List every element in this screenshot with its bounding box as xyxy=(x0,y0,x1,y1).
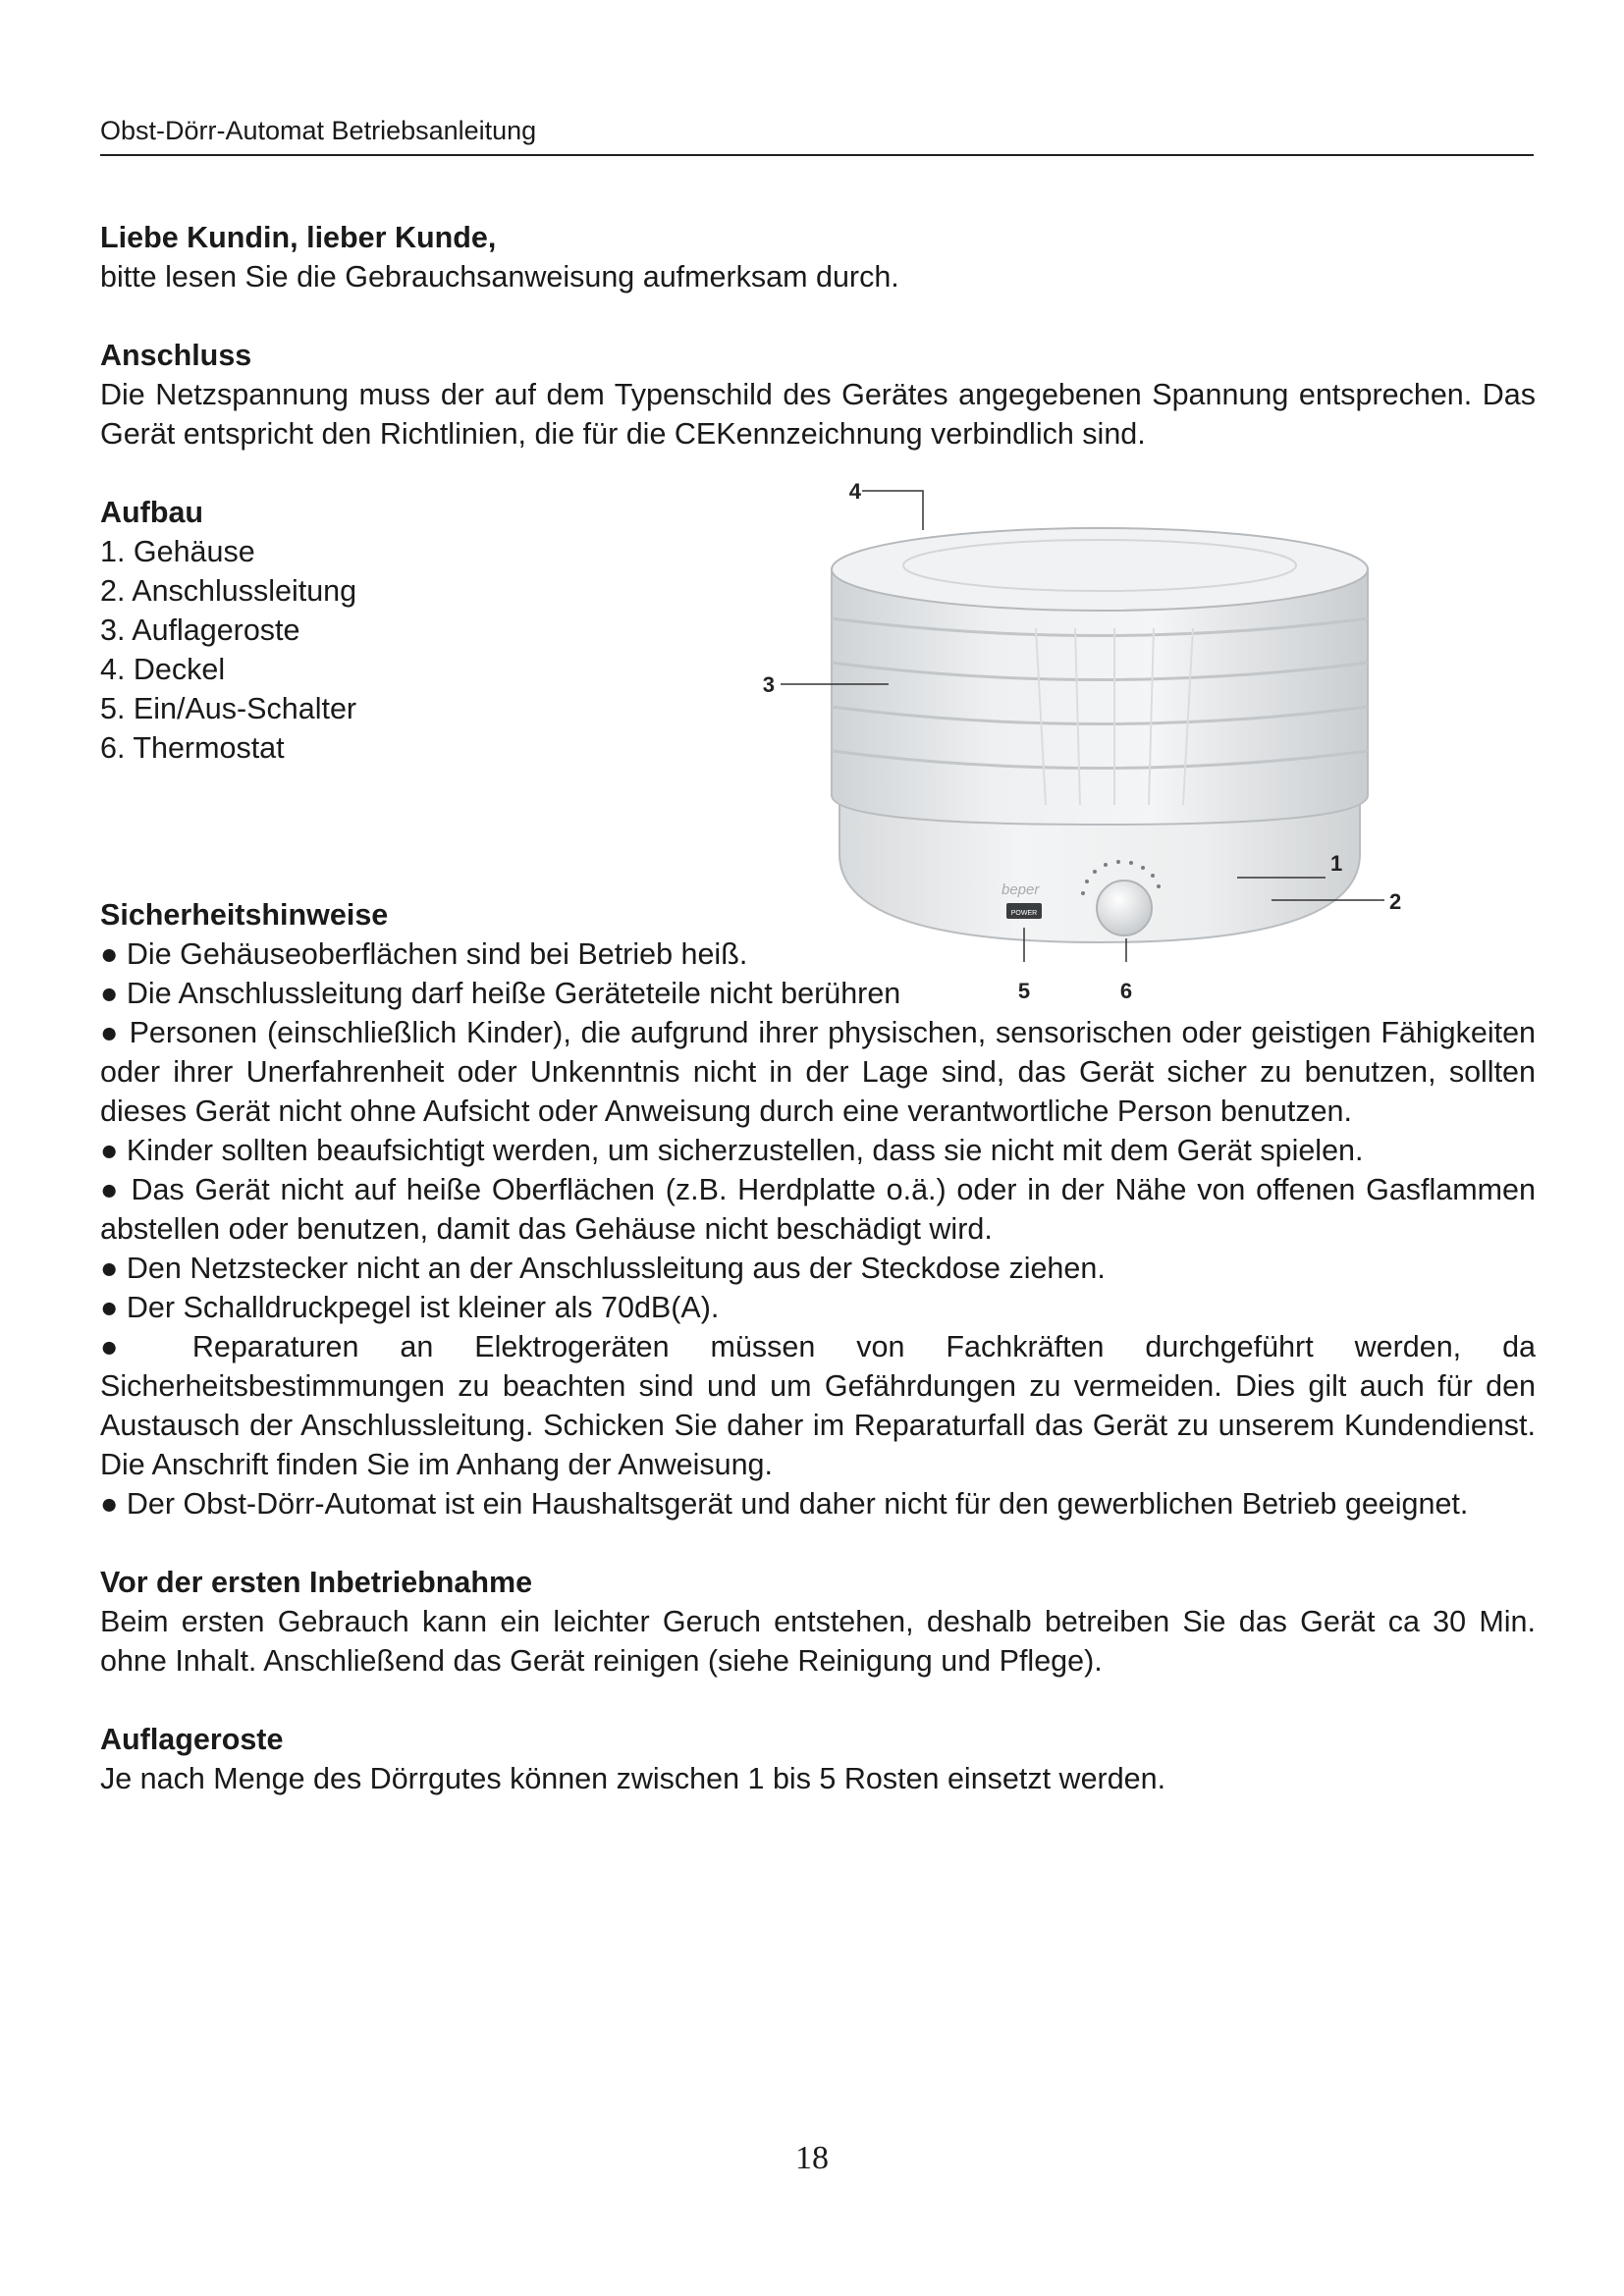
safety-item: ● Die Gehäuseoberflächen sind bei Betrieb heiß. xyxy=(100,937,748,971)
callout-6: 6 xyxy=(1119,979,1133,1003)
aufbau-item: 1. Gehäuse xyxy=(100,535,255,568)
callout-5: 5 xyxy=(1017,979,1031,1003)
inbetriebnahme-heading: Vor der ersten Inbetriebnahme xyxy=(100,1566,533,1599)
callout-1: 1 xyxy=(1330,851,1343,876)
aufbau-heading: Aufbau xyxy=(100,496,204,529)
anschluss-text: Die Netzspannung muss der auf dem Typenschild des Gerätes angegebenen Spannung entsprechen. Das Gerät entspricht den Richtlinien, die für die CEKennzeichnung verbindlich sind. xyxy=(100,378,1536,451)
thermostat-knob xyxy=(1097,881,1152,935)
anschluss-heading: Anschluss xyxy=(100,339,252,372)
power-switch-label: POWER xyxy=(1010,910,1038,917)
callout-4: 4 xyxy=(848,481,861,504)
auflageroste-text: Je nach Menge des Dörrgutes können zwischen 1 bis 5 Rosten einsetzt werden. xyxy=(100,1762,1166,1795)
aufbau-item: 3. Auflageroste xyxy=(100,614,300,647)
aufbau-item: 5. Ein/Aus-Schalter xyxy=(100,692,357,725)
safety-item: ● Reparaturen an Elektrogeräten müssen von Fachkräften durchgeführt werden, da Sicherheitsbestimmungen zu beachten sind und um Gefährdungen zu vermeiden. Dies gilt auch für den Austausch der Anschlussleitung. Schicken Sie daher im Reparaturfall das Gerät zu unserem Kundendienst. Die Anschrift finden Sie im Anhang der Anweisung. xyxy=(100,1330,1536,1481)
aufbau-item: 6. Thermostat xyxy=(100,731,285,765)
aufbau-item: 4. Deckel xyxy=(100,653,226,686)
safety-item: ● Die Anschlussleitung darf heiße Geräteteile nicht berühren xyxy=(100,977,901,1010)
callout-3: 3 xyxy=(762,672,775,697)
safety-item: ● Den Netzstecker nicht an der Anschlussleitung aus der Steckdose ziehen. xyxy=(100,1252,1106,1285)
greeting-heading: Liebe Kundin, lieber Kunde, xyxy=(100,221,497,254)
dehydrator-diagram xyxy=(741,481,1429,1031)
brand-logo: beper xyxy=(1001,881,1040,898)
aufbau-item: 2. Anschlussleitung xyxy=(100,574,357,608)
callout-2: 2 xyxy=(1389,889,1402,914)
header-divider xyxy=(100,154,1534,156)
safety-item: ● Personen (einschließlich Kinder), die aufgrund ihrer physischen, sensorischen oder geistigen Fähigkeiten oder ihrer Unerfahrenheit oder Unkenntnis nicht in der Lage sind, das Gerät sicher zu benutzen, sollten dieses Gerät nicht ohne Aufsicht oder Anweisung durch eine verantwortliche Person benutzen. xyxy=(100,1016,1536,1128)
safety-item: ● Kinder sollten beaufsichtigt werden, um sicherzustellen, dass sie nicht mit dem Gerät spielen. xyxy=(100,1134,1364,1167)
safety-item: ● Der Obst-Dörr-Automat ist ein Haushaltsgerät und daher nicht für den gewerblichen Betrieb geeignet. xyxy=(100,1487,1469,1521)
document-header-title: Obst-Dörr-Automat Betriebsanleitung xyxy=(100,116,537,145)
sicherheit-heading: Sicherheitshinweise xyxy=(100,898,389,932)
auflageroste-heading: Auflageroste xyxy=(100,1723,284,1756)
greeting-text: bitte lesen Sie die Gebrauchsanweisung aufmerksam durch. xyxy=(100,260,899,294)
safety-item: ● Der Schalldruckpegel ist kleiner als 70dB(A). xyxy=(100,1291,720,1324)
page-number: 18 xyxy=(795,2140,829,2176)
inbetriebnahme-text: Beim ersten Gebrauch kann ein leichter Geruch entstehen, deshalb betreiben Sie das Gerät ca 30 Min. ohne Inhalt. Anschließend das Gerät reinigen (siehe Reinigung und Pflege). xyxy=(100,1605,1536,1678)
safety-item: ● Das Gerät nicht auf heiße Oberflächen (z.B. Herdplatte o.ä.) oder in der Nähe von offenen Gasflammen abstellen oder benutzen, damit das Gehäuse nicht beschädigt wird. xyxy=(100,1173,1536,1246)
